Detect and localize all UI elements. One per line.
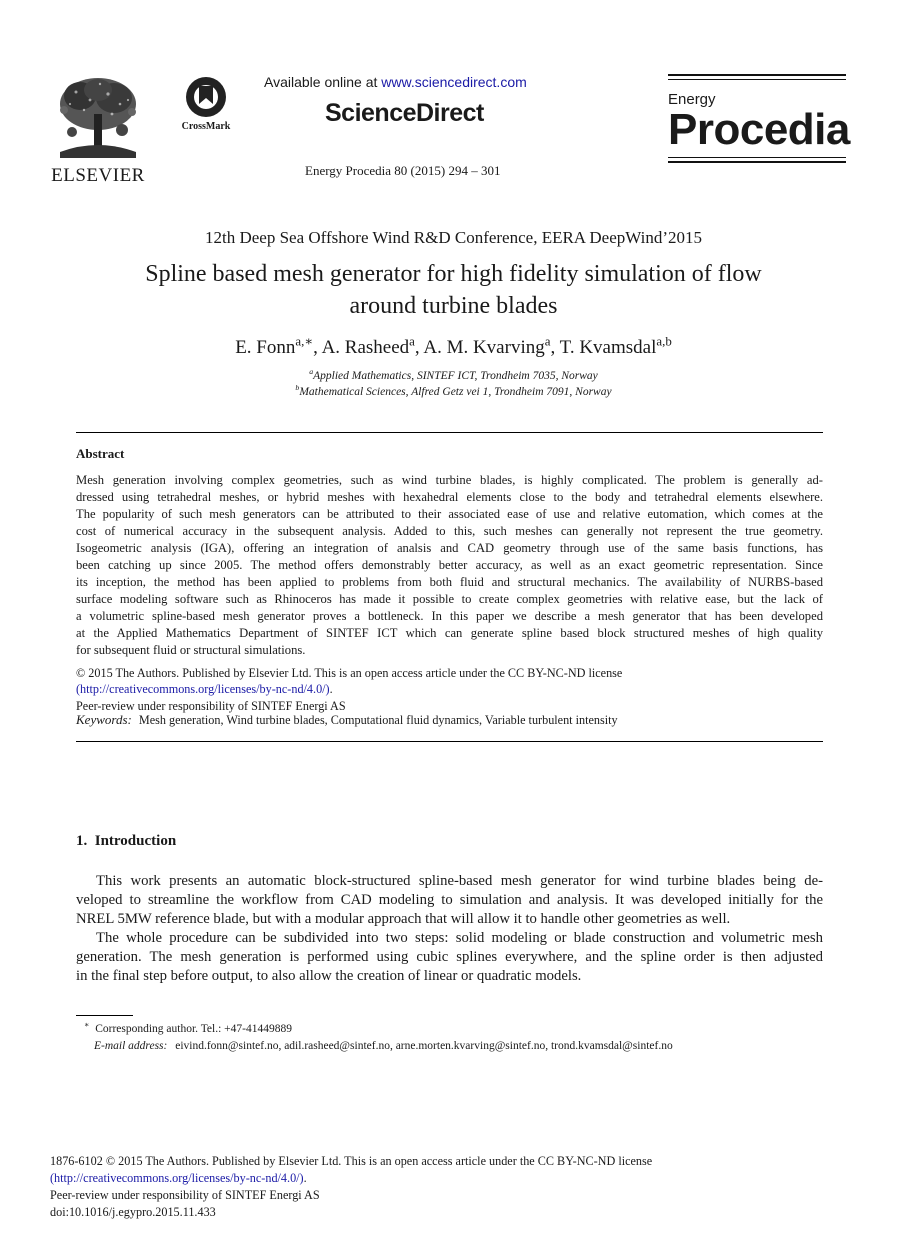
email-list: eivind.fonn@sintef.no, adil.rasheed@sintef.no, arne.morten.kvarving@sintef.no, trond.kvamsdal@sintef.no: [175, 1040, 673, 1052]
affiliation: [0, 368, 907, 384]
crossmark-label: CrossMark: [181, 121, 231, 132]
footnote-rule: [76, 1015, 133, 1016]
email-label: E-mail address:: [94, 1040, 168, 1052]
abstract-heading: Abstract: [76, 446, 125, 461]
introduction-body: [76, 872, 823, 987]
section-heading-introduction: 1. Introduction: [76, 833, 177, 849]
text-line: its inception, the method has been applied to problems from both fluid and structural mechanics. The availability of NURBS-based: [76, 574, 823, 589]
footnote: [84, 1021, 673, 1055]
doi: doi:10.1016/j.egypro.2015.11.433: [50, 1205, 216, 1219]
bottom-license-end: .: [303, 1171, 307, 1185]
bottom-matter: [50, 1153, 652, 1221]
energy-procedia-logo: [668, 74, 850, 178]
keywords-line: [76, 713, 823, 727]
journal-citation: Energy Procedia 80 (2015) 294 – 301: [305, 163, 501, 178]
text-line: Mesh generation involving complex geometries, such as wind turbine blades, is highly complicated. The problem is generally ad-: [76, 473, 823, 487]
conference-name: 12th Deep Sea Offshore Wind R&D Conference, EERA DeepWind’2015: [204, 228, 703, 247]
author-affiliation-mark: a: [544, 333, 551, 349]
text-line: surface modeling software such as Rhinoceros has made it possible to create complex geometries with relative ease, but the lack of: [76, 591, 823, 606]
affiliation-mark: b: [295, 383, 300, 393]
affiliations: [0, 368, 907, 400]
available-online: [264, 74, 527, 90]
text-line: NREL 5MW reference blade, but with a modular approach that will allow it to handle other geometries as well.: [76, 911, 731, 928]
abstract-body: [76, 472, 823, 658]
text-line: cost of numerical accuracy in the subsequent analysis. Added to this, such meshes can generally not represent the true geometry.: [76, 523, 823, 538]
text-line: Isogeometric analysis (IGA), offering an integration of analsis and CAD geometry through use of the same basis functions, has: [76, 540, 823, 555]
text-line: The popularity of such mesh generators can be attributed to their associated ease of use and relative eutomation, which comes at the: [76, 506, 823, 521]
author-name: E. Fonn: [235, 337, 296, 358]
crossmark-icon: [183, 76, 229, 118]
license-end: .: [329, 682, 333, 696]
intro-paragraph-1: [76, 872, 823, 929]
title-line-1: Spline based mesh generator for high fidelity simulation of flow: [145, 261, 762, 287]
affiliation: [0, 384, 907, 400]
journal-name-small: Energy: [668, 91, 716, 108]
email-addresses: [84, 1038, 673, 1055]
text-line: been catching up since 2005. The method offers demonstrably better accuracy, as well as an exact geometric representation. Since: [76, 557, 823, 572]
text-line: generation. The mesh generation is performed using cubic splines everywhere, and the spline order is then adjusted: [76, 949, 823, 966]
peer-review-line: Peer-review under responsibility of SINTEF Energi AS: [76, 699, 346, 713]
title-line-2: around turbine blades: [349, 293, 558, 319]
text-line: at the Applied Mathematics Department of SINTEF ICT which can generate spline based block structured meshes of high quality: [76, 625, 823, 640]
issn-copyright: 1876-6102 © 2015 The Authors. Published by Elsevier Ltd. This is an open access article under the CC BY-NC-ND license: [50, 1154, 653, 1168]
author-separator: ,: [414, 337, 424, 358]
abstract-bottom-rule: [76, 741, 823, 742]
license-link[interactable]: (http://creativecommons.org/licenses/by-nc-nd/4.0/): [76, 682, 330, 696]
logo-rule-bottom-2: [668, 161, 846, 163]
text-line: This work presents an automatic block-structured spline-based mesh generator for wind turbine blades being de-: [96, 873, 823, 889]
sciencedirect-logo: ScienceDirect: [325, 99, 484, 127]
crossmark-logo[interactable]: [176, 76, 236, 134]
keywords-value: Mesh generation, Wind turbine blades, Computational fluid dynamics, Variable turbulent intensity: [138, 713, 618, 727]
elsevier-wordmark: ELSEVIER: [51, 165, 145, 186]
author-name: T. Kvamsdal: [559, 337, 657, 358]
corresponding-author: [84, 1021, 673, 1038]
available-prefix: Available online at: [264, 74, 382, 90]
author-affiliation-mark: a,b: [656, 333, 672, 349]
author-affiliation-mark: a,∗: [295, 333, 314, 349]
author-name: A. M. Kvarving: [423, 337, 545, 358]
bottom-license-line: [50, 1170, 652, 1187]
text-line: in the final step before output, to also allow the creation of linear or quadratic models.: [76, 968, 582, 985]
affiliation-mark: a: [309, 367, 314, 377]
corresponding-text: Corresponding author. Tel.: +47-41449889: [95, 1023, 292, 1035]
affiliation-text: Mathematical Sciences, Alfred Getz vei 1, Trondheim 7091, Norway: [299, 386, 612, 398]
footnote-mark: ∗: [84, 1020, 90, 1030]
copyright-line: © 2015 The Authors. Published by Elsevier Ltd. This is an open access article under the CC BY-NC-ND license: [76, 666, 623, 680]
text-line: for subsequent fluid or structural simulations.: [76, 642, 306, 657]
author-separator: ,: [313, 337, 322, 358]
logo-rule-top: [668, 74, 846, 76]
abstract-copyright: [76, 665, 823, 727]
author-separator: ,: [550, 337, 560, 358]
journal-name-big: Procedia: [668, 105, 850, 154]
author-affiliation-mark: a: [409, 333, 415, 349]
sciencedirect-link[interactable]: www.sciencedirect.com: [381, 74, 527, 90]
text-line: The whole procedure can be subdivided into two steps: solid modeling or blade construction and volumetric mesh: [96, 930, 823, 947]
text-line: a volumetric spline-based mesh generator proves a bottleneck. In this paper we describe a mesh generator that has been developed: [76, 608, 823, 623]
elsevier-tree-icon: [50, 74, 146, 158]
elsevier-logo: [50, 74, 146, 186]
logo-rule-bottom: [668, 157, 846, 158]
keywords-label: Keywords:: [76, 712, 132, 727]
bottom-peer-review: Peer-review under responsibility of SINTEF Energi AS: [50, 1188, 320, 1202]
license-line: [76, 681, 823, 697]
abstract-top-rule: [76, 432, 823, 433]
intro-paragraph-2: [76, 929, 823, 986]
text-line: veloped to streamline the workflow from CAD modeling to simulation and analysis. It was developed initially for the: [76, 892, 823, 909]
affiliation-text: Applied Mathematics, SINTEF ICT, Trondheim 7035, Norway: [313, 370, 598, 382]
author-list: [0, 333, 907, 359]
author-name: A. Rasheed: [321, 337, 410, 358]
logo-rule-top-2: [668, 79, 846, 80]
bottom-license-link[interactable]: (http://creativecommons.org/licenses/by-nc-nd/4.0/): [50, 1171, 304, 1185]
paper-title: [0, 258, 907, 322]
text-line: dressed using tetrahedral meshes, or hybrid meshes with hexahedral elements close to the body and tetrahedral elements elsewhere.: [76, 489, 823, 504]
